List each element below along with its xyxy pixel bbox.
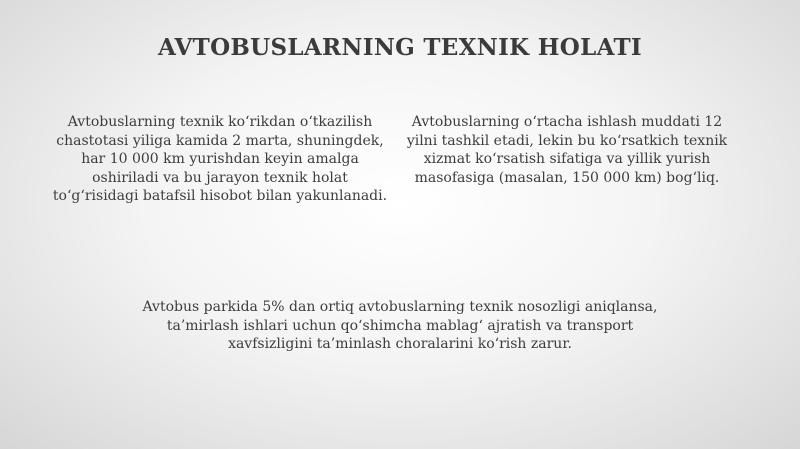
slide-title: AVTOBUSLARNING TEXNIK HOLATI [158,34,642,61]
paragraph-fleet-fault-threshold: Avtobus parkida 5% dan ortiq avtobuslarning texnik nosozligi aniqlansa, ta’mirlash ishlari uchun qo‘shimcha mablag‘ ajratish va transport xavfsizligini ta’minlash choralarini ko‘rish zarur. [142,299,658,352]
paragraph-inspection-frequency: Avtobuslarning texnik ko‘rikdan o‘tkazilish chastotasi yiliga kamida 2 marta, shuningdek, har 10 000 km yurishdan keyin amalga oshiriladi va bu jarayon texnik holat to‘g‘risidagi batafsil hisobot bilan yakunlanadi. [52,114,388,204]
paragraph-service-life: Avtobuslarning o‘rtacha ishlash muddati 12 yilni tashkil etadi, lekin bu ko‘rsatkich texnik xizmat ko‘rsatish sifatiga va yillik yurish masofasiga (masalan, 150 000 km) bog‘liq. [406,114,728,186]
